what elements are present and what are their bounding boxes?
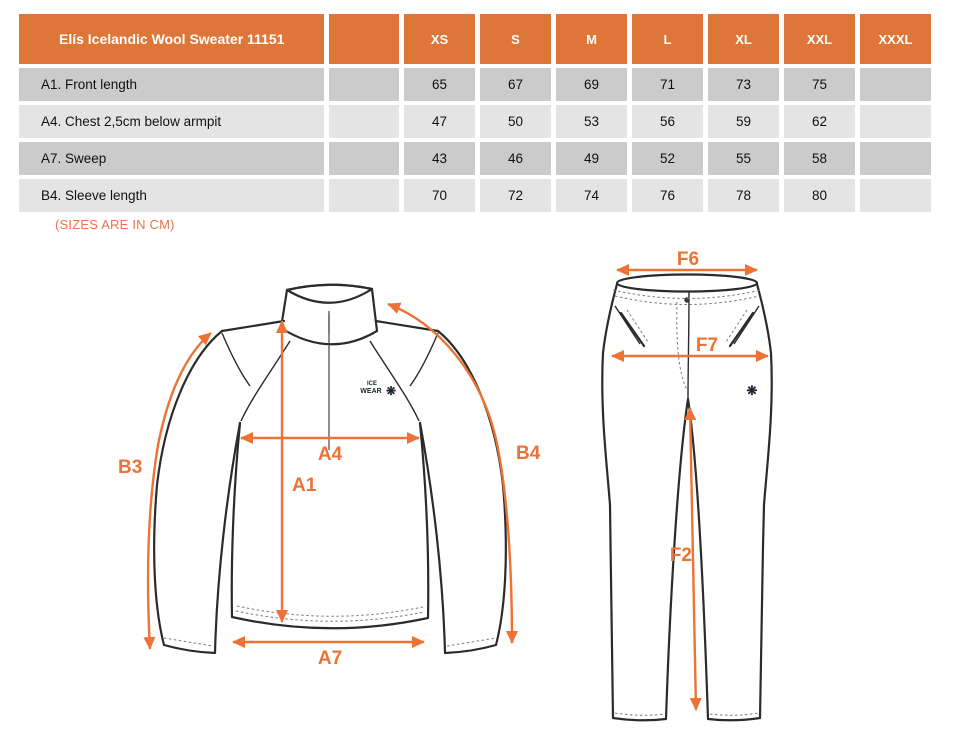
size-value-cell (860, 68, 931, 101)
sweater-measurement-diagram (100, 245, 560, 670)
row-blank-cell (329, 68, 399, 101)
label-f2: F2 (669, 545, 692, 566)
size-value-cell: 46 (480, 142, 551, 175)
label-b4: B4 (516, 443, 541, 464)
pants-stitching (613, 290, 761, 715)
size-value-cell: 62 (784, 105, 855, 138)
logo-text-ice: ICE (366, 381, 378, 387)
size-column-header: XXL (784, 14, 855, 64)
table-header-row (19, 14, 931, 64)
sweater-shoulder-seams (222, 321, 438, 331)
size-table (14, 10, 942, 216)
pants-waist-opening (617, 275, 757, 292)
size-value-cell: 59 (708, 105, 779, 138)
pants-fly-seam (688, 292, 689, 398)
snowflake-icon: ❋ (746, 383, 758, 398)
size-value-cell (860, 179, 931, 212)
table-row (19, 142, 931, 175)
label-a7: A7 (317, 648, 343, 669)
sweater-left-sleeve (154, 331, 240, 653)
row-label: A1. Front length (19, 68, 324, 101)
sweater-raglan-seams (222, 333, 438, 421)
size-value-cell: 58 (784, 142, 855, 175)
row-label: A4. Chest 2,5cm below armpit (19, 105, 324, 138)
label-b3: B3 (118, 457, 143, 478)
label-a1: A1 (292, 475, 317, 496)
size-column-header: L (632, 14, 703, 64)
size-table-body (19, 68, 931, 212)
size-value-cell: 52 (632, 142, 703, 175)
size-value-cell: 65 (404, 68, 475, 101)
row-blank-cell (329, 142, 399, 175)
size-value-cell: 76 (632, 179, 703, 212)
table-row (19, 179, 931, 212)
sweater-collar-opening (287, 285, 372, 303)
size-value-cell: 73 (708, 68, 779, 101)
row-label: B4. Sleeve length (19, 179, 324, 212)
size-column-header: XXXL (860, 14, 931, 64)
size-column-header: XL (708, 14, 779, 64)
size-value-cell: 78 (708, 179, 779, 212)
size-value-cell: 67 (480, 68, 551, 101)
size-value-cell: 74 (556, 179, 627, 212)
size-value-cell: 47 (404, 105, 475, 138)
size-value-cell: 43 (404, 142, 475, 175)
sweater-drawing (154, 285, 506, 653)
size-value-cell: 49 (556, 142, 627, 175)
arrow-b4 (385, 304, 512, 643)
size-value-cell: 75 (784, 68, 855, 101)
size-value-cell: 53 (556, 105, 627, 138)
size-value-cell (860, 142, 931, 175)
row-blank-cell (329, 105, 399, 138)
size-value-cell: 71 (632, 68, 703, 101)
size-value-cell (860, 105, 931, 138)
row-label: A7. Sweep (19, 142, 324, 175)
size-table-grid (14, 10, 936, 216)
logo-text-wear: WEAR (360, 388, 382, 395)
table-blank-header-cell (329, 14, 399, 64)
label-f7: F7 (695, 335, 719, 356)
size-column-header: M (556, 14, 627, 64)
size-column-header: XS (404, 14, 475, 64)
label-a4: A4 (317, 444, 343, 465)
sweater-measurement-labels (118, 443, 541, 669)
sweater-measurement-arrows (148, 304, 512, 649)
size-column-header: S (480, 14, 551, 64)
size-value-cell: 69 (556, 68, 627, 101)
row-blank-cell (329, 179, 399, 212)
pants-drawing (602, 275, 771, 721)
table-row (19, 68, 931, 101)
table-title-cell: Elís Icelandic Wool Sweater 11151 (19, 14, 324, 64)
size-value-cell: 56 (632, 105, 703, 138)
pants-pocket-welts (615, 306, 759, 344)
size-value-cell: 50 (480, 105, 551, 138)
size-value-cell: 72 (480, 179, 551, 212)
sweater-right-sleeve (420, 331, 506, 653)
table-row (19, 105, 931, 138)
sweater-hem-stitching (164, 606, 496, 646)
size-value-cell: 70 (404, 179, 475, 212)
pants-outline (602, 284, 771, 720)
snowflake-icon: ❋ (385, 384, 397, 398)
size-value-cell: 55 (708, 142, 779, 175)
sizes-unit-note: (SIZES ARE IN CM) (55, 217, 175, 232)
icewear-logo (360, 381, 396, 398)
pants-measurement-diagram (600, 250, 954, 750)
pants-pocket-openings (621, 313, 753, 346)
size-value-cell: 80 (784, 179, 855, 212)
label-f6: F6 (676, 250, 700, 270)
